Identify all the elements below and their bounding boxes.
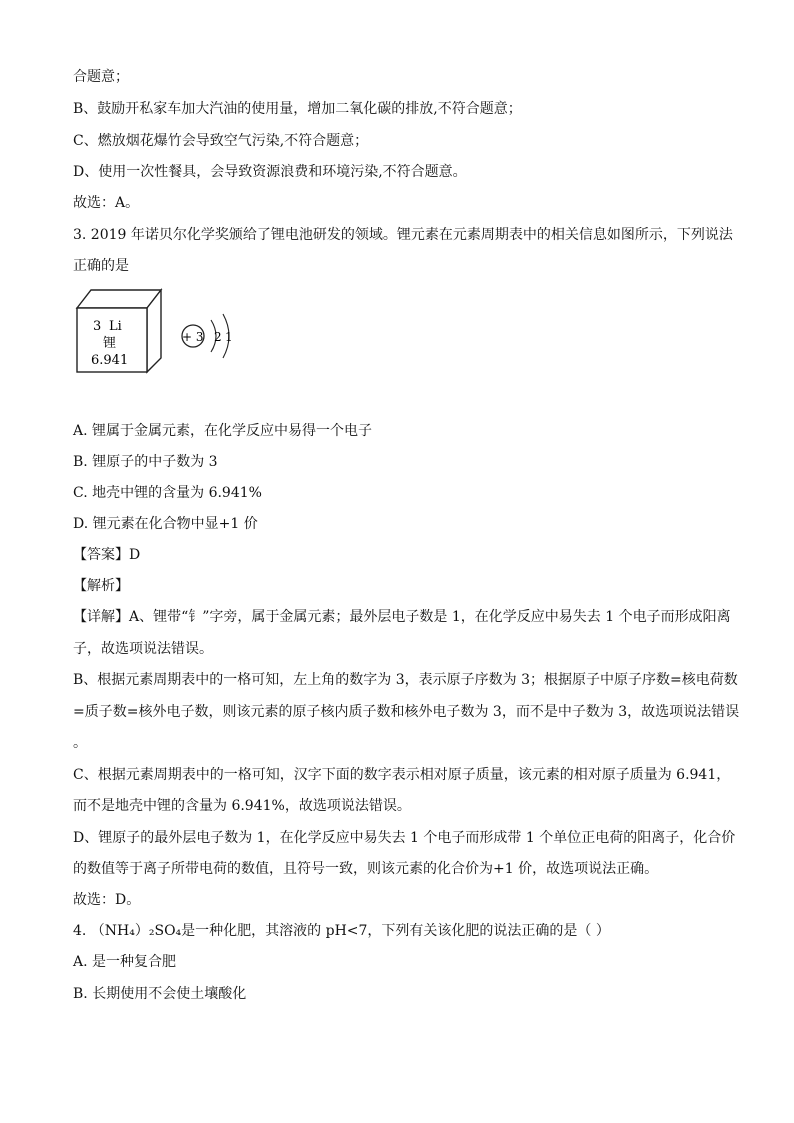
lithium-element-figure	[73, 286, 273, 378]
text-line: B、鼓励开私家车加大汽油的使用量，增加二氧化碳的排放,不符合题意；	[73, 101, 522, 117]
text-line: D、使用一次性餐具，会导致资源浪费和环境污染,不符合题意。	[73, 164, 467, 180]
question-3-stem: 3. 2019 年诺贝尔化学奖颁给了锂电池研发的领域。锂元素在元素周期表中的相关信息如图所示，下列说法	[73, 227, 733, 243]
analysis-line: 的数值等于离子所带电荷的数值，且符号一致，则该元素的化合价为+1 价，故选项说法正确。	[73, 861, 659, 877]
option-c: C. 地壳中锂的含量为 6.941%	[73, 485, 262, 501]
analysis-line: 子，故选项说法错误。	[73, 641, 213, 657]
analysis-line: 故选：D。	[73, 892, 141, 908]
answer-label: 【答案】D	[73, 547, 141, 563]
option-a: A. 锂属于金属元素，在化学反应中易得一个电子	[73, 423, 373, 439]
option-b: B. 长期使用不会使土壤酸化	[73, 986, 247, 1002]
text-line: 故选：A。	[73, 195, 140, 211]
shell-2-electrons: 1	[225, 330, 233, 344]
analysis-line: C、根据元素周期表中的一格可知，汉字下面的数字表示相对原子质量，该元素的相对原子质量为 6.941，	[73, 767, 731, 783]
analysis-line: D、锂原子的最外层电子数为 1，在化学反应中易失去 1 个电子而形成带 1 个单位正电荷的阳离子，化合价	[73, 830, 736, 846]
option-a: A. 是一种复合肥	[73, 954, 177, 970]
atomic-number: 3	[93, 319, 102, 334]
question-4-stem: 4. （NH₄）₂SO₄是一种化肥，其溶液的 pH<7，下列有关该化肥的说法正确的是（ ）	[73, 923, 610, 939]
analysis-line: 而不是地壳中锂的含量为 6.941%，故选项说法错误。	[73, 798, 411, 814]
shell-1-electrons: 2	[214, 330, 222, 344]
analysis-line: B、根据元素周期表中的一格可知，左上角的数字为 3，表示原子序数为 3；根据原子中原子序数=核电荷数	[73, 672, 738, 688]
option-d: D. 锂元素在化合物中显+1 价	[73, 516, 258, 532]
analysis-heading: 【解析】	[73, 578, 129, 594]
analysis-line: =质子数=核外电子数，则该元素的原子核内质子数和核外电子数为 3，而不是中子数为 3，故选项说法错误	[73, 704, 740, 720]
text-line: C、燃放烟花爆竹会导致空气污染,不符合题意；	[73, 133, 369, 149]
option-b: B. 锂原子的中子数为 3	[73, 454, 218, 470]
element-name: 锂	[103, 336, 117, 351]
text-line: 合题意；	[73, 69, 129, 85]
question-3-stem: 正确的是	[73, 258, 129, 274]
analysis-line: 【详解】A、锂带“钅”字旁，属于金属元素；最外层电子数是 1，在化学反应中易失去 1 个电子而形成阳离	[73, 609, 731, 625]
atomic-mass: 6.941	[91, 353, 129, 368]
element-symbol: Li	[109, 319, 122, 334]
nucleus-charge: + 3	[182, 330, 204, 344]
analysis-line: 。	[73, 735, 87, 751]
